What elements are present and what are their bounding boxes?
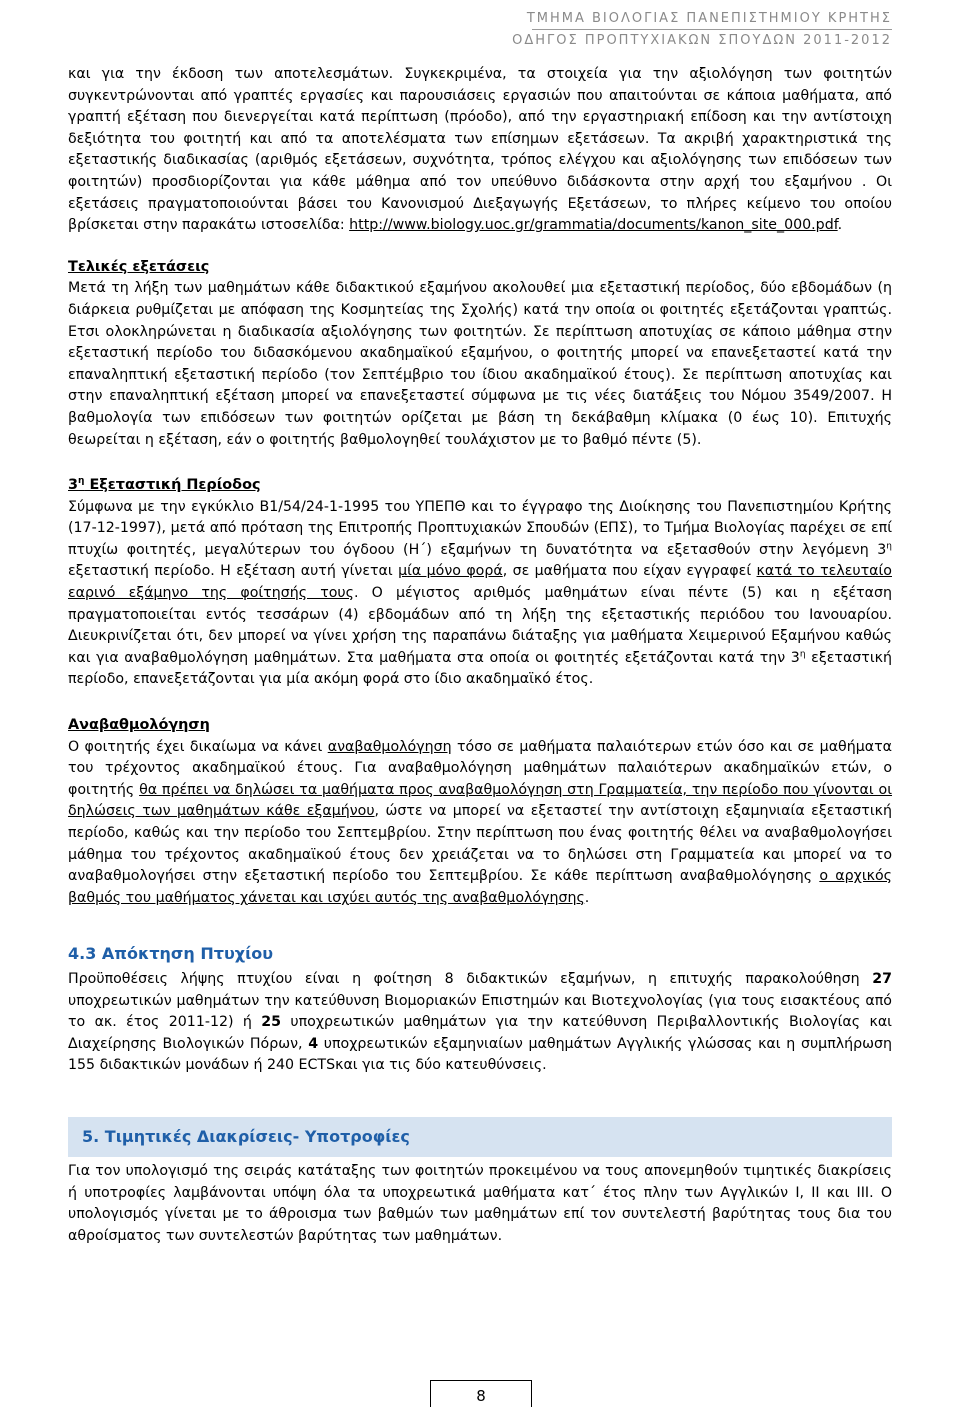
honors-heading-band	[68, 1117, 892, 1157]
third-exam-paragraph: Σύμφωνα με την εγκύκλιο Β1/54/24-1-1995 του ΥΠΕΠΘ και το έγγραφο της Διοίκησης του Πανεπιστημίου Κρήτης (17-12-1997), μετά από πρόταση της Επιτροπής Προπτυχιακών Σπουδών (ΕΠΣ), το Τμήμα Βιολογίας παρέχει σε επί πτυχίω φοιτητές, μεγαλύτερων του όγδοου (Η΄) εξαμήνων τη δυνατότητα να εξετασθούν στην λεγόμενη $3^\eta$ εξεταστική περίοδο. Η εξέταση αυτή γίνεται μία μόνο φορά, σε μαθήματα που είχαν εγγραφεί κατά το τελευταίο εαρινό εξάμηνο της φοίτησής τους. Ο μέγιστος αριθμός μαθημάτων είναι πέντε (5) και η εξέταση πραγματοποιείται εντός τεσσάρων (4) εβδομάδων από τη λήξη της εξεταστικής περιόδου του Ιανουαρίου. Διευκρινίζεται ότι, δεν μπορεί να γίνει χρήση της παραπάνω διάταξης για μαθήματα Χειμερινού Εξαμήνου καθώς και για αναβαθμολόγηση μαθημάτων. Στα μαθήματα στα οποία οι φοιτητές εξετάζονται κατά την $3^\eta$ εξεταστική περίοδο, επανεξετάζονται για μία ακόμη φορά στο ίδιο ακαδημαϊκό έτος.	[68, 498, 892, 688]
header-guide-title: ΟΔΗΓΟΣ ΠΡΟΠΤΥΧΙΑΚΩΝ ΣΠΟΥΔΩΝ 2011-2012	[512, 33, 892, 48]
regrading-heading: Αναβαθμολόγηση	[68, 717, 210, 734]
page-number: 8	[430, 1380, 532, 1407]
degree-heading: 4.3 Απόκτηση Πτυχίου	[68, 944, 274, 964]
regulation-link[interactable]: http://www.biology.uoc.gr/grammatia/documents/kanon_site_000.pdf	[349, 217, 838, 234]
degree-paragraph: Προϋποθέσεις λήψης πτυχίου είναι η φοίτηση 8 διδακτικών εξαμήνων, η επιτυχής παρακολούθηση 27 υποχρεωτικών μαθημάτων την κατεύθυνση Βιομοριακών Επιστημών και Βιοτεχνολογίας (για τους εισακτέους από το ακ. έτος 2011-12) ή 25 υποχρεωτικών μαθημάτων για την κατεύθυνση Περιβαλλοντικής Βιολογίας και Διαχείρησης Βιολογικών Πόρων, 4 υποχρεωτικών εξαμηνιαίων μαθημάτων Αγγλικής γλώσσας και η συμπλήρωση 155 διδακτικών μονάδων ή 240 ECTSκαι για τις δύο κατευθύνσεις.	[68, 970, 892, 1074]
document-body	[68, 64, 892, 1247]
final-exams-paragraph: Μετά τη λήξη των μαθημάτων κάθε διδακτικού εξαμήνου ακολουθεί μια εξεταστική περίοδος, δύο εβδομάδων (η διάρκεια ρυθμίζεται με απόφαση της Κοσμητείας της Σχολής) κατά την οποία οι φοιτητές εξετάζονται γραπτώς. Ετσι ολοκληρώνεται η διαδικασία αξιολόγησης των φοιτητών. Σε περίπτωση αποτυχίας σε κάποιο μάθημα στην εξεταστική περίοδο του διδασκόμενου ακαδημαϊκού εξαμήνου, ο φοιτητής μπορεί να επανεξεταστεί κατά την επαναληπτική εξεταστική περίοδο (τον Σεπτέμβριο του ίδιου ακαδημαϊκού έτους). Σε περίπτωση αποτυχίας και στην επαναληπτική εξέταση μπορεί να επανεξεταστεί σύμφωνα με τις νέες διατάξεις του Νόμου 3549/2007. Η βαθμολογία των επιδόσεων των φοιτητών ορίζεται με βάση τη δεκάβαθμη κλίμακα (0 έως 10). Επιτυχής θεωρείται η εξέταση, εάν ο φοιτητής βαθμολογηθεί τουλάχιστον με το βαθμό πέντε (5).	[68, 280, 892, 448]
final-exams-heading: Τελικές εξετάσεις	[68, 258, 210, 275]
header-department: ΤΜΗΜΑ ΒΙΟΛΟΓΙΑΣ ΠΑΝΕΠΙΣΤΗΜΙΟΥ ΚΡΗΤΗΣ	[526, 11, 892, 26]
section-honors	[68, 1117, 892, 1247]
honors-paragraph: Για τον υπολογισμό της σειράς κατάταξης των φοιτητών προκειμένου να τους απονεμηθούν τιμητικές διακρίσεις ή υποτροφίες λαμβάνονται υπόψη όλα τα υποχρεωτικά μαθήματα κατ΄ έτος πλην των Αγγλικών Ι, ΙΙ και ΙΙΙ. Ο υπολογισμός γίνεται με το άθροισμα των βαθμών των μαθημάτων επί τον συντελεστή βαρύτητας τους δια του αθροίσματος των συντελεστών βαρύτητας των μαθημάτων.	[68, 1162, 892, 1244]
page-header	[512, 8, 892, 51]
section-third-exam-period	[68, 475, 892, 691]
section-final-exams	[68, 257, 892, 451]
section-regrading	[68, 715, 892, 909]
honors-heading: 5. Τιμητικές Διακρίσεις- Υποτροφίες	[82, 1127, 410, 1147]
regrading-paragraph: Ο φοιτητής έχει δικαίωμα να κάνει αναβαθμολόγηση τόσο σε μαθήματα παλαιότερων ετών όσο και σε μαθήματα του τρέχοντος ακαδημαϊκού έτους. Για αναβαθμολόγηση μαθημάτων παλαιότερων ακαδημαϊκών ετών, ο φοιτητής θα πρέπει να δηλώσει τα μαθήματα προς αναβαθμολόγηση στη Γραμματεία, την περίοδο που γίνονται οι δηλώσεις των μαθημάτων κάθε εξαμήνου, ώστε να μπορεί να εξεταστεί την αντίστοιχη εξαμηνιαία εξεταστική περίοδο, καθώς και την περίοδο του Σεπτεμβρίου. Στην περίπτωση που ένας φοιτητής θέλει να αναβαθμολογήσει μάθημα του τρέχοντος ακαδημαϊκού έτους δεν χρειάζεται να το δηλώσει στη Γραμματεία και μπορεί να το αναβαθμολογήσει στην εξεταστική περίοδο του Σεπτεμβρίου. Σε κάθε περίπτωση αναβαθμολόγησης ο αρχικός βαθμός του μαθήματος χάνεται και ισχύει αυτός της αναβαθμολόγησης.	[68, 738, 893, 906]
third-exam-heading: $3^\eta$ Εξεταστική Περίοδος	[68, 476, 261, 494]
intro-paragraph: και για την έκδοση των αποτελεσμάτων. Συγκεκριμένα, τα στοιχεία για την αξιολόγηση των φοιτητών συγκεντρώνονται από γραπτές εργασίες και παρουσιάσεις εργασιών που απαιτούνται σε κάποια μαθήματα, από γραπτή εξέταση που διενεργείται κατά περίπτωση (πρόοδο), από την εργαστηριακή επίδοση και την αντίστοιχη δεξιότητα του φοιτητή και από τα αποτελέσματα των επίσημων εξετάσεων. Τα ακριβή χαρακτηριστικά της εξεταστικής διαδικασίας (αριθμός εξετάσεων, συχνότητα, τρόπος ελέγχου και αξιολόγησης των επιδόσεων των φοιτητών) προσδιορίζονται για κάθε μάθημα από τον υπεύθυνο διδάσκοντα στην αρχή του εξαμήνου . Οι εξετάσεις πραγματοποιούνται βάσει του Κανονισμού Διεξαγωγής Εξετάσεων, το πλήρες κείμενο του οποίου βρίσκεται στην παρακάτω ιστοσελίδα: http://www.biology.uoc.gr/grammatia/documents/kanon_site_000.pdf.	[68, 66, 892, 234]
section-degree	[68, 943, 892, 1077]
